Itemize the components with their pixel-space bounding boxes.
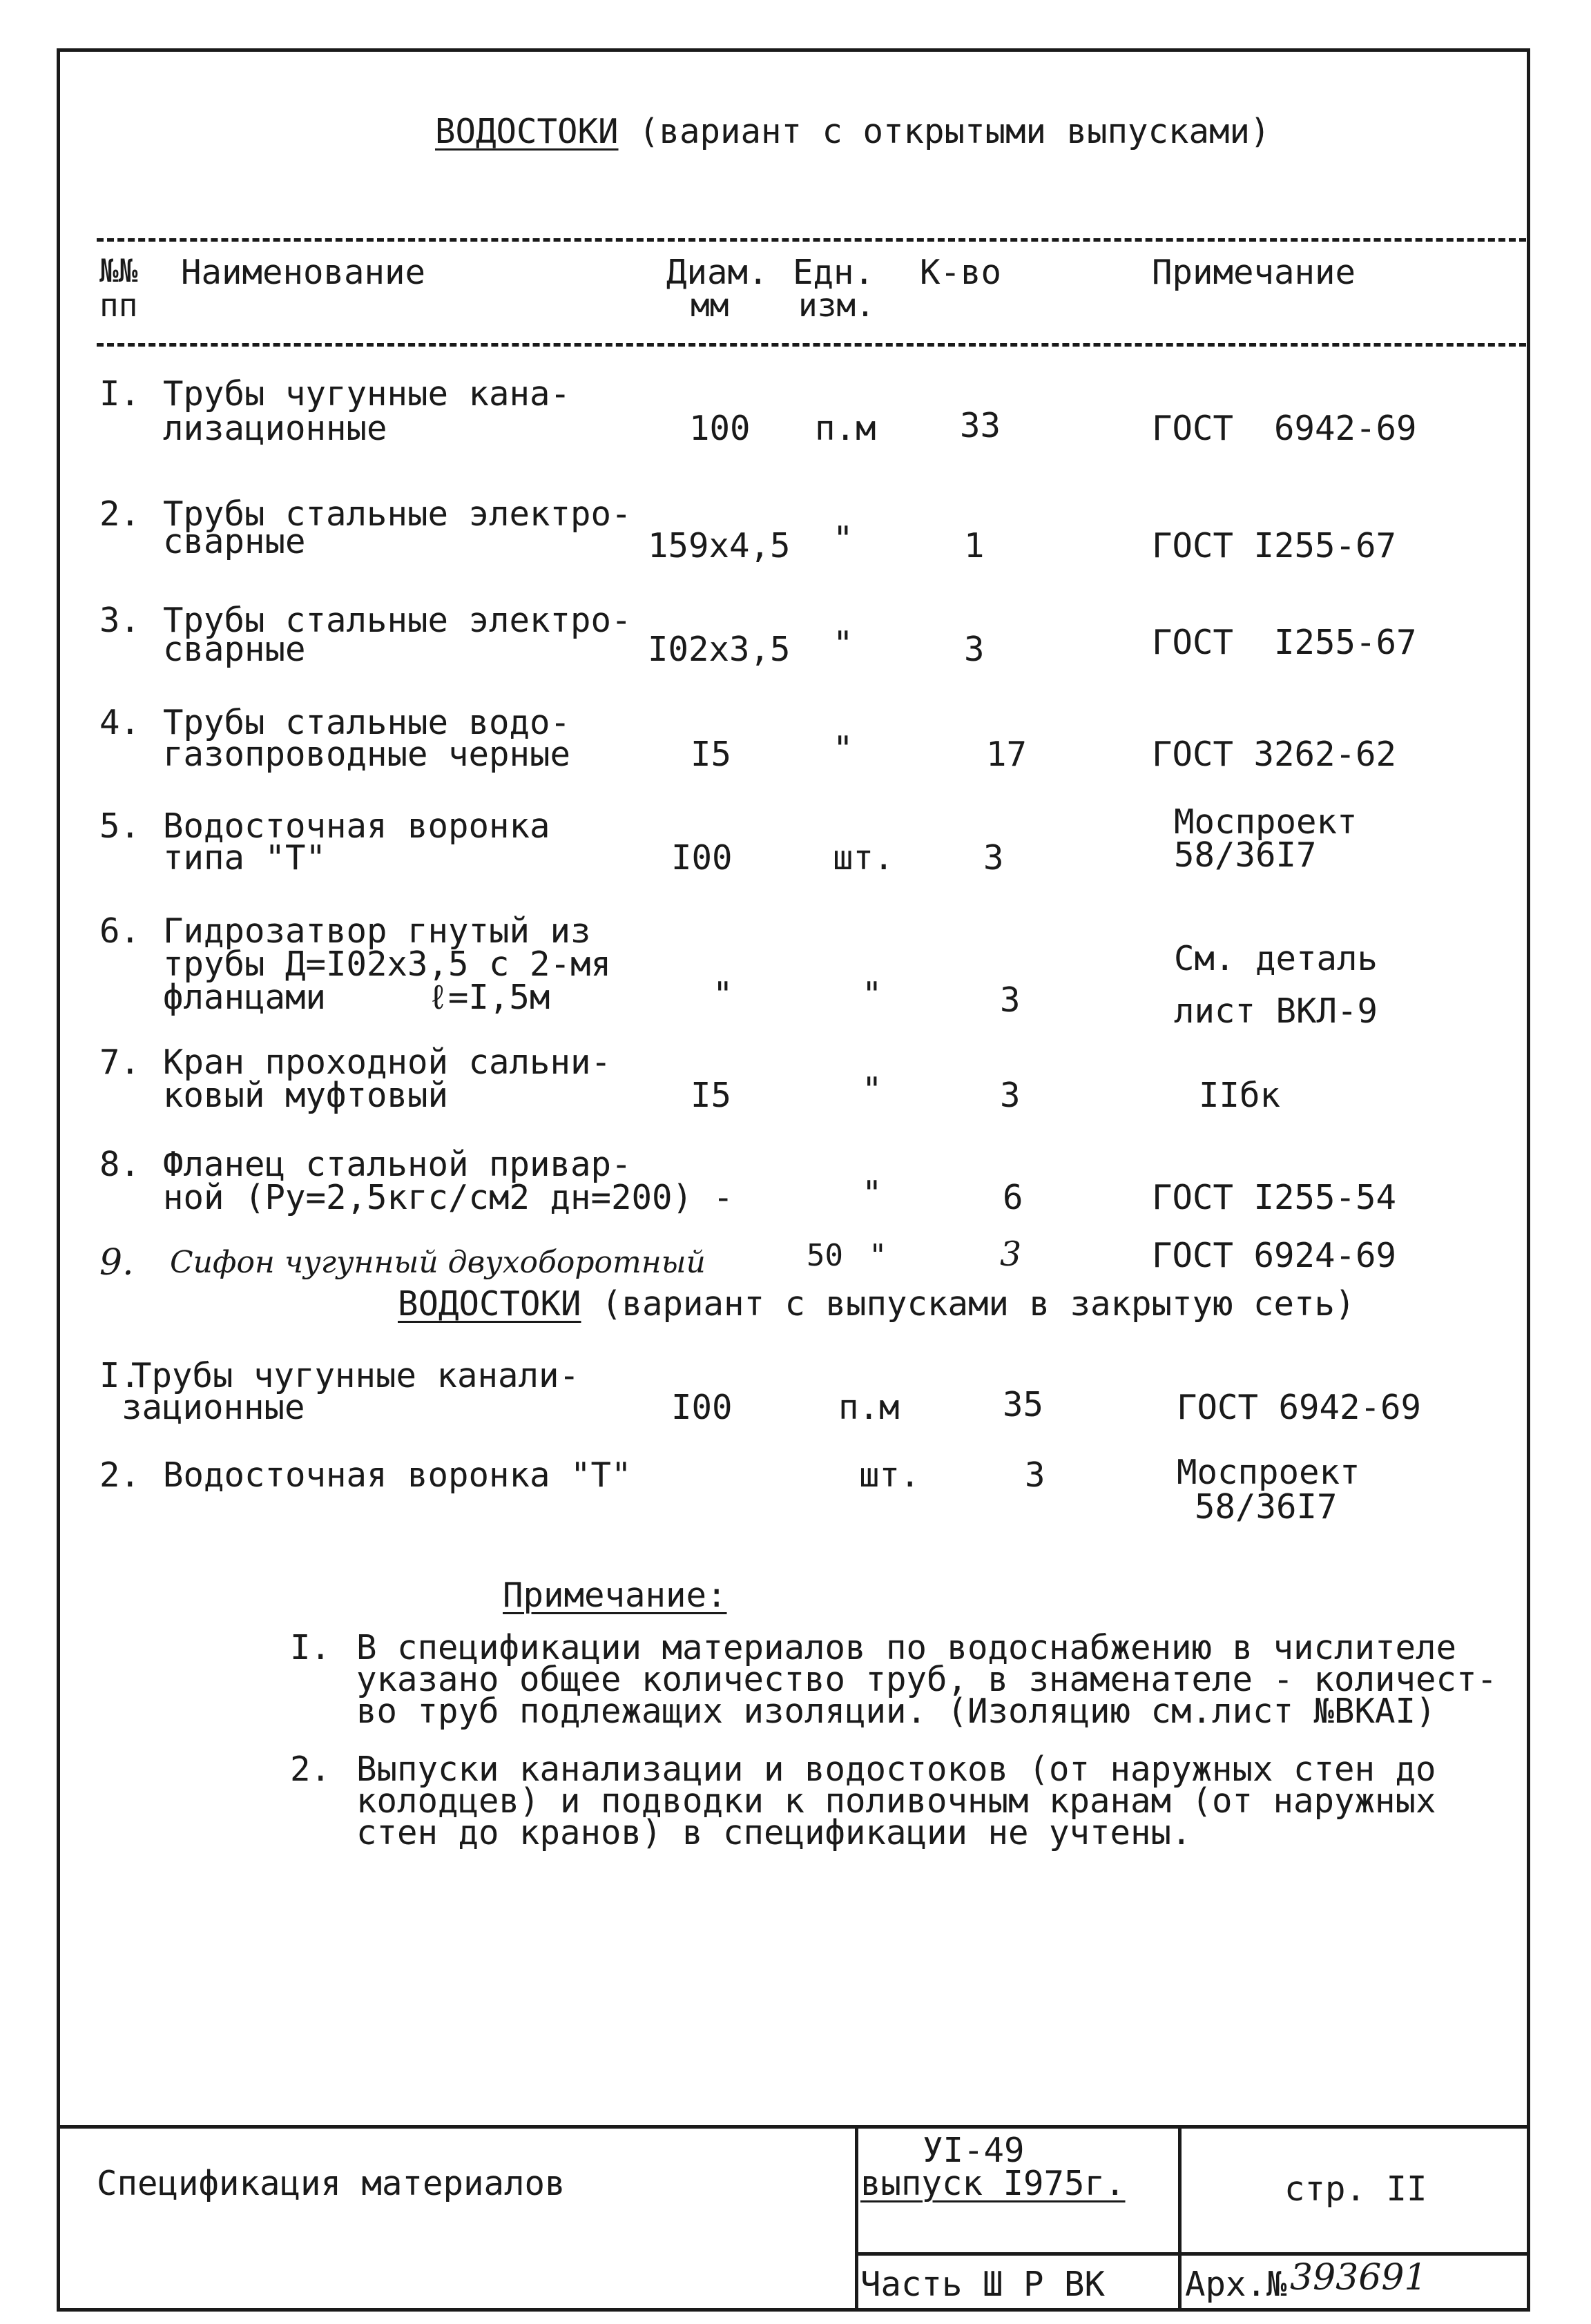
row-number: 9. (99, 1242, 134, 1284)
note-1-line1: В спецификации материалов по водоснабжению в числителе (356, 1628, 1457, 1667)
note-2-line1: Выпуски канализации и водостоков (от наружных стен до (356, 1750, 1436, 1789)
row-diam: I00 (671, 1388, 733, 1427)
note-1-number: I. (290, 1628, 331, 1667)
row-diam: I5 (691, 1076, 732, 1115)
row-unit: шт. (833, 838, 894, 878)
row-name-line2: типа "Т" (163, 838, 327, 878)
row-qty: 3 (1000, 1076, 1021, 1115)
row-note: ГОСТ 6942-69 (1177, 1388, 1422, 1427)
col-diam-2: мм (691, 287, 729, 324)
row-name-line1: Сифон чугунный двухоборотный (170, 1245, 706, 1280)
section1-title (435, 112, 1271, 151)
note-2-line2: колодцев) и подводки к поливочным кранам (от наружных (356, 1781, 1436, 1821)
row-unit: " (862, 975, 883, 1014)
row-diam: 50 (807, 1238, 843, 1273)
section2-title-rest: (вариант с выпусками в закрытую сеть) (581, 1284, 1356, 1324)
archive-number: 393691 (1290, 2257, 1427, 2298)
title-block-top-rule (57, 2125, 1530, 2129)
row-note-line2: 58/36I7 (1195, 1487, 1338, 1527)
row-note: ГОСТ 6942-69 (1152, 409, 1417, 448)
col-name: Наименование (181, 253, 426, 292)
row-number: I. (99, 1356, 141, 1395)
row-note-line1: Моспроект (1174, 802, 1358, 842)
row-number: 3. (99, 601, 141, 640)
row-name-line2: зационные (122, 1388, 305, 1427)
row-name-line2: лизационные (163, 409, 387, 448)
row-unit: " (833, 519, 854, 559)
row-name-line2: ковый муфтовый (163, 1076, 449, 1115)
note-1-line2: указано общее количество труб, в знаменателе - количест- (356, 1660, 1498, 1699)
row-name-line1: Трубы стальные электро- (163, 601, 632, 640)
header-top-rule (97, 238, 1526, 242)
row-note: ГОСТ I255-67 (1152, 526, 1397, 565)
col-diam-1: Диам. (666, 253, 769, 292)
row-number: 4. (99, 703, 141, 742)
row-number: 2. (99, 494, 141, 534)
row-note-line2: лист ВКЛ-9 (1174, 991, 1378, 1031)
row-qty: 1 (964, 526, 985, 565)
header-bottom-rule (97, 343, 1526, 347)
col-num-2: пп (99, 287, 138, 324)
notes-title: Примечание: (503, 1576, 727, 1615)
title-block-divider-1 (855, 2125, 858, 2312)
section1-title-underlined: ВОДОСТОКИ (435, 112, 619, 151)
col-unit-2: изм. (798, 287, 875, 324)
row-name-line1: Фланец стальной привар- (163, 1145, 632, 1184)
row-diam: 159х4,5 (648, 526, 791, 565)
row-name-line2: ной (Ру=2,5кгс/см2 дн=200) - (163, 1178, 734, 1217)
row-name-line1: Трубы чугунные канали- (131, 1356, 580, 1395)
title-block-mid-rule (855, 2252, 1530, 2256)
row-note-line2: 58/36I7 (1174, 835, 1317, 875)
row-name-line1: Трубы чугунные кана- (163, 374, 571, 414)
row-unit: " (833, 729, 854, 768)
page-number: стр. II (1284, 2169, 1427, 2209)
note-2-line3: стен до кранов) в спецификации не учтены. (356, 1813, 1192, 1852)
row-unit: " (869, 1238, 887, 1273)
row-number: 7. (99, 1043, 141, 1082)
archive-label: Арх.№ (1185, 2265, 1287, 2304)
row-name-line2: трубы Д=I02х3,5 с 2-мя (163, 945, 612, 984)
row-note: ГОСТ I255-67 (1152, 623, 1417, 662)
row-note: ГОСТ 3262-62 (1152, 735, 1397, 774)
row-diam: I00 (671, 838, 733, 878)
row-name-line2: газопроводные черные (163, 735, 571, 774)
row-name-line1: Гидрозатвор гнутый из (163, 911, 591, 951)
row-unit: " (862, 1070, 883, 1110)
row-name-line1: Водосточная воронка "Т" (163, 1455, 632, 1495)
row-diam: 100 (689, 409, 751, 448)
row-qty: 3 (1025, 1455, 1045, 1495)
row-note: ГОСТ I255-54 (1152, 1178, 1397, 1217)
row-number: 2. (99, 1455, 141, 1495)
section2-title (398, 1284, 1356, 1324)
row-qty: 3 (983, 838, 1004, 878)
row-unit: п.м (815, 409, 876, 448)
row-qty: 33 (960, 406, 1001, 445)
section2-title-underlined: ВОДОСТОКИ (398, 1284, 581, 1324)
row-diam: " (713, 975, 733, 1014)
col-note: Примечание (1152, 253, 1356, 292)
row-name-line1: Кран проходной сальни- (163, 1043, 612, 1082)
row-qty: 3 (1000, 1234, 1022, 1274)
row-diam: I5 (691, 735, 732, 774)
series-code: УI-49 (923, 2131, 1025, 2170)
row-qty: 6 (1003, 1178, 1023, 1217)
row-qty: 3 (964, 630, 985, 669)
row-note: IIбк (1199, 1076, 1281, 1115)
row-unit: п.м (838, 1388, 900, 1427)
row-number: I. (99, 374, 141, 414)
document-name: Спецификация материалов (97, 2164, 566, 2203)
note-2-number: 2. (290, 1750, 331, 1789)
row-name-line3: фланцами ℓ=I,5м (163, 978, 550, 1017)
row-diam: I02х3,5 (648, 630, 791, 669)
row-note-line1: См. деталь (1174, 939, 1378, 978)
row-name-line1: Водосточная воронка (163, 806, 550, 846)
row-name-line2: сварные (163, 522, 306, 561)
row-unit: шт. (859, 1455, 920, 1495)
col-num-1: №№ (99, 252, 138, 289)
note-1-line3: во труб подлежащих изоляции. (Изоляцию см.лист №ВКАI) (356, 1692, 1436, 1731)
row-qty: 35 (1003, 1385, 1044, 1424)
part-label: Часть Ш Р ВК (860, 2265, 1106, 2304)
title-block-divider-2 (1178, 2125, 1182, 2312)
row-unit: " (833, 624, 854, 664)
row-unit: " (862, 1174, 883, 1213)
row-name-line1: Трубы стальные электро- (163, 494, 632, 534)
issue-year: выпуск I975г. (860, 2164, 1126, 2203)
row-note: ГОСТ 6924-69 (1152, 1236, 1397, 1275)
col-qty: К-во (920, 253, 1002, 292)
row-note-line1: Моспроект (1177, 1453, 1360, 1492)
row-number: 8. (99, 1145, 141, 1184)
row-name-line2: сварные (163, 630, 306, 669)
col-unit-1: Едн. (793, 253, 875, 292)
section1-title-rest: (вариант с открытыми выпусками) (618, 112, 1271, 151)
row-name-line1: Трубы стальные водо- (163, 703, 571, 742)
row-qty: 3 (1000, 980, 1021, 1020)
row-number: 5. (99, 806, 141, 846)
row-qty: 17 (986, 735, 1028, 774)
row-number: 6. (99, 911, 141, 951)
